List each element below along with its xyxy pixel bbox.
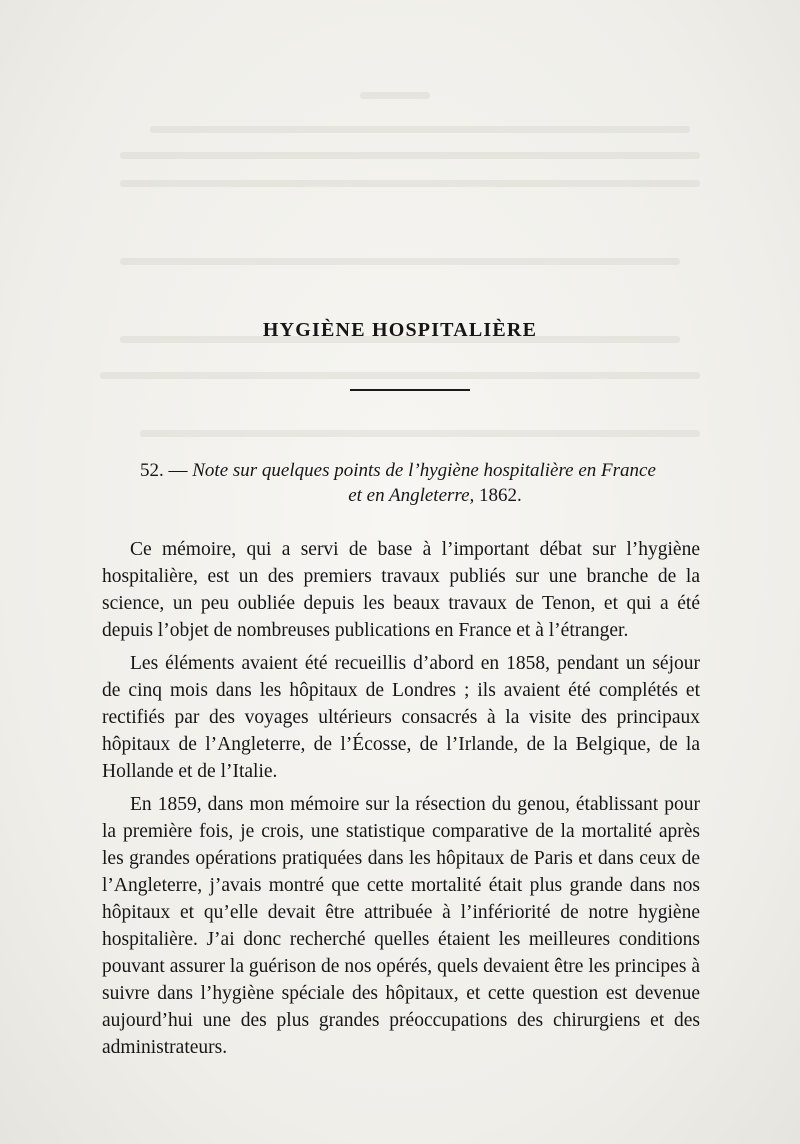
- entry-title-part-1: Note sur quelques points de l’hygiène hospitalière en France: [192, 460, 656, 481]
- section-heading: HYGIÈNE HOSPITALIÈRE: [262, 319, 538, 342]
- bleed-through-mark: [140, 430, 700, 437]
- entry-title-part-2: et en Angleterre,: [348, 485, 475, 506]
- body-text: [102, 536, 700, 1067]
- entry-title-line-2: [130, 483, 700, 508]
- bleed-through-mark: [120, 152, 700, 159]
- bleed-through-mark: [360, 92, 430, 99]
- bleed-through-mark: [120, 258, 680, 265]
- entry-number: 52.: [140, 460, 164, 481]
- entry-year: 1862.: [474, 485, 522, 506]
- paragraph: En 1859, dans mon mémoire sur la résection du genou, établissant pour la première fois, je crois, une statistique comparative de la mortalité après les grandes opérations pratiquées dans les hôpitaux de Paris et dans ceux de l’Angleterre, j’avais montré que cette mortalité était plus grande dans nos hôpitaux et qu’elle devait être attribuée à l’infériorité de notre hygiène hospitalière. J’ai donc recherché quelles étaient les meilleures conditions pouvant assurer la guérison de nos opérés, quels devaient être les principes à suivre dans l’hygiène spéciale des hôpitaux, et cette question est devenue aujourd’hui une des plus grandes préoccupations des chirurgiens et des administrateurs.: [102, 794, 700, 1058]
- bleed-through-mark: [100, 372, 700, 379]
- entry-title-line-1: [130, 458, 700, 483]
- paragraph: Les éléments avaient été recueillis d’abord en 1858, pendant un séjour de cinq mois dans les hôpitaux de Londres ; ils avaient été complétés et rectifiés par des voyages ultérieurs consacrés à la visite des principaux hôpitaux de l’Angleterre, de l’Écosse, de l’Irlande, de la Belgique, de la Hollande et de l’Italie.: [102, 653, 700, 782]
- bleed-through-mark: [120, 180, 700, 187]
- bibliography-entry: [130, 458, 700, 508]
- heading-rule: [350, 389, 470, 391]
- entry-dash: —: [163, 460, 193, 481]
- bleed-through-mark: [150, 126, 690, 133]
- paragraph: Ce mémoire, qui a servi de base à l’important débat sur l’hygiène hospitalière, est un des premiers travaux publiés sur une branche de la science, un peu oubliée depuis les beaux travaux de Tenon, et qui a été depuis l’objet de nombreuses publications en France et à l’étranger.: [102, 539, 700, 641]
